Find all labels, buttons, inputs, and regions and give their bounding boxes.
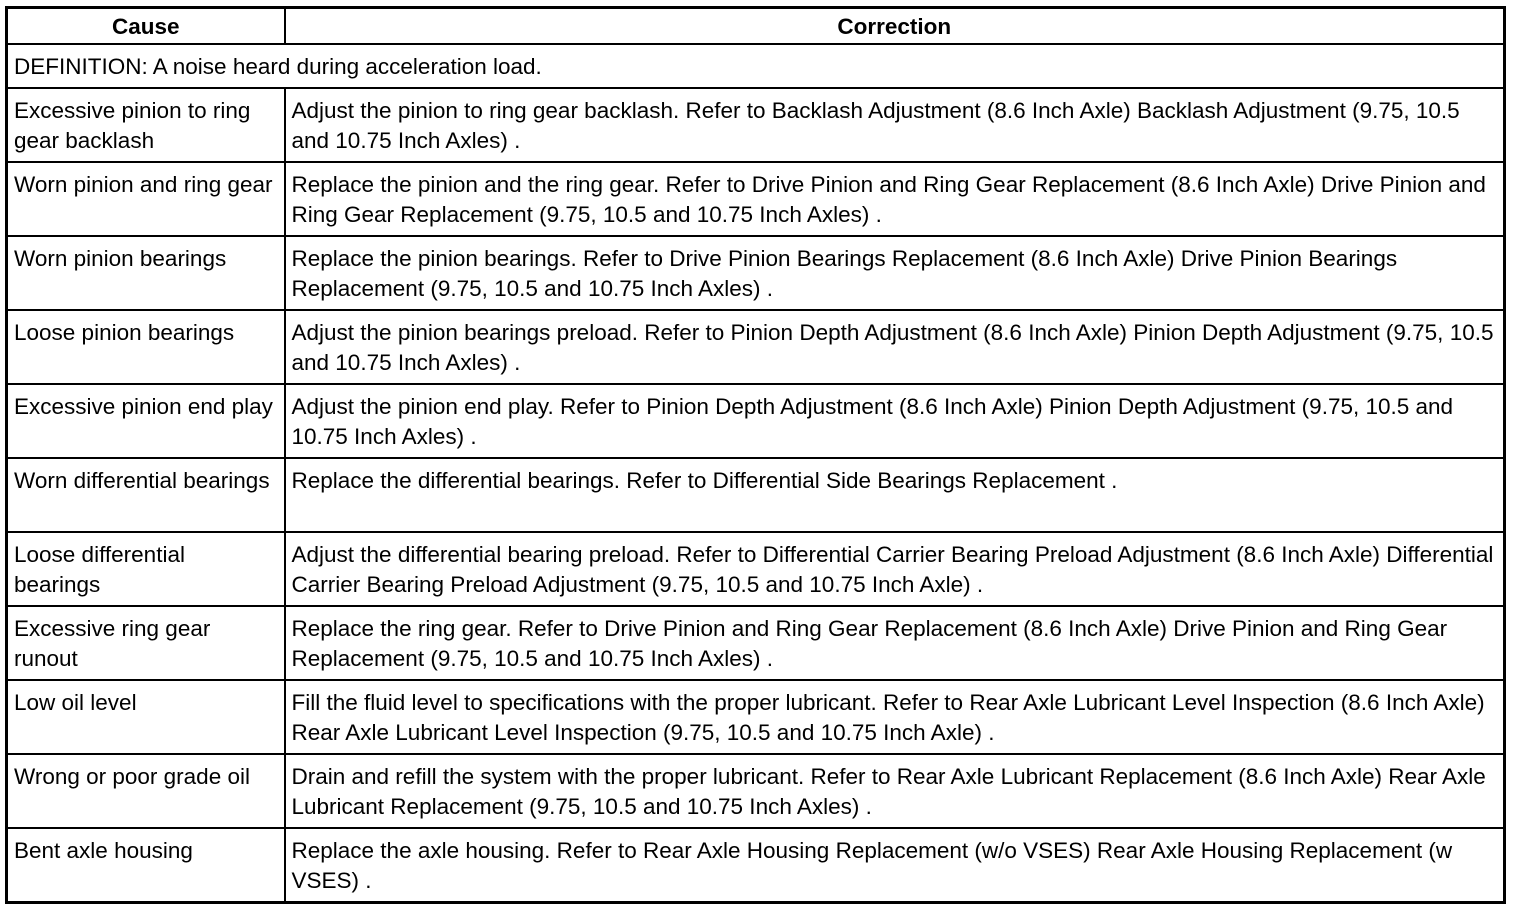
cause-cell: Loose differential bearings — [7, 532, 285, 606]
correction-cell: Replace the ring gear. Refer to Drive Pinion and Ring Gear Replacement (8.6 Inch Axle) Drive Pinion and Ring Gear Replacement (9.75, 10.5 and 10.75 Inch Axles) . — [285, 606, 1505, 680]
cause-cell: Worn pinion bearings — [7, 236, 285, 310]
table-row — [7, 606, 1505, 680]
cause-cell: Excessive pinion end play — [7, 384, 285, 458]
table-row — [7, 384, 1505, 458]
definition-text: DEFINITION: A noise heard during acceleration load. — [7, 44, 1505, 88]
correction-cell: Adjust the pinion to ring gear backlash. Refer to Backlash Adjustment (8.6 Inch Axle) Backlash Adjustment (9.75, 10.5 and 10.75 Inch Axles) . — [285, 88, 1505, 162]
correction-cell: Drain and refill the system with the proper lubricant. Refer to Rear Axle Lubricant Replacement (8.6 Inch Axle) Rear Axle Lubricant Replacement (9.75, 10.5 and 10.75 Inch Axles) . — [285, 754, 1505, 828]
cause-cell: Worn differential bearings — [7, 458, 285, 532]
table-header-row — [7, 8, 1505, 45]
correction-cell: Replace the pinion bearings. Refer to Drive Pinion Bearings Replacement (8.6 Inch Axle) Drive Pinion Bearings Replacement (9.75, 10.5 and 10.75 Inch Axles) . — [285, 236, 1505, 310]
correction-cell: Replace the axle housing. Refer to Rear Axle Housing Replacement (w/o VSES) Rear Axle Housing Replacement (w VSES) . — [285, 828, 1505, 903]
table-row — [7, 236, 1505, 310]
correction-cell: Replace the differential bearings. Refer to Differential Side Bearings Replacement . — [285, 458, 1505, 532]
table-row — [7, 532, 1505, 606]
definition-row — [7, 44, 1505, 88]
table-row — [7, 754, 1505, 828]
cause-cell: Excessive ring gear runout — [7, 606, 285, 680]
diagnostic-table — [5, 6, 1506, 904]
correction-cell: Adjust the pinion end play. Refer to Pinion Depth Adjustment (8.6 Inch Axle) Pinion Depth Adjustment (9.75, 10.5 and 10.75 Inch Axles) . — [285, 384, 1505, 458]
correction-cell: Fill the fluid level to specifications with the proper lubricant. Refer to Rear Axle Lubricant Level Inspection (8.6 Inch Axle) Rear Axle Lubricant Level Inspection (9.75, 10.5 and 10.75 Inch Axle) . — [285, 680, 1505, 754]
cause-cell: Worn pinion and ring gear — [7, 162, 285, 236]
cause-cell: Bent axle housing — [7, 828, 285, 903]
correction-cell: Adjust the differential bearing preload. Refer to Differential Carrier Bearing Preload Adjustment (8.6 Inch Axle) Differential Carrier Bearing Preload Adjustment (9.75, 10.5 and 10.75 Inch Axle) . — [285, 532, 1505, 606]
table-row — [7, 310, 1505, 384]
table-row — [7, 458, 1505, 532]
cause-cell: Loose pinion bearings — [7, 310, 285, 384]
cause-cell: Excessive pinion to ring gear backlash — [7, 88, 285, 162]
correction-cell: Replace the pinion and the ring gear. Refer to Drive Pinion and Ring Gear Replacement (8.6 Inch Axle) Drive Pinion and Ring Gear Replacement (9.75, 10.5 and 10.75 Inch Axles) . — [285, 162, 1505, 236]
table-row — [7, 162, 1505, 236]
header-correction: Correction — [285, 8, 1505, 45]
table-row — [7, 828, 1505, 903]
correction-cell: Adjust the pinion bearings preload. Refer to Pinion Depth Adjustment (8.6 Inch Axle) Pinion Depth Adjustment (9.75, 10.5 and 10.75 Inch Axles) . — [285, 310, 1505, 384]
table-row — [7, 680, 1505, 754]
header-cause: Cause — [7, 8, 285, 45]
cause-cell: Wrong or poor grade oil — [7, 754, 285, 828]
cause-cell: Low oil level — [7, 680, 285, 754]
table-row — [7, 88, 1505, 162]
